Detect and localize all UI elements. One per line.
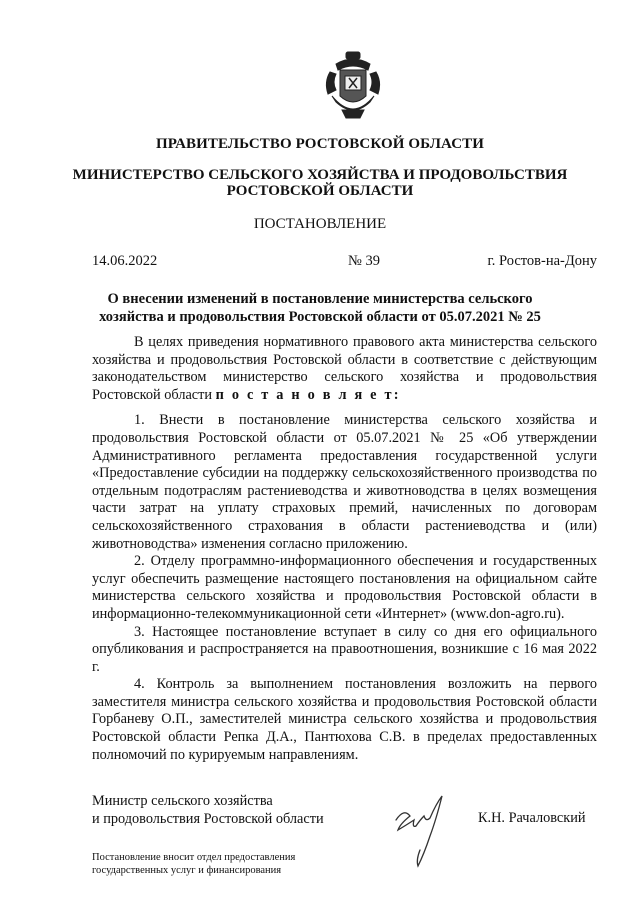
footnote-line1: Постановление вносит отдел предоставления: [92, 852, 296, 863]
item-3-paragraph: 3. Настоящее постановление вступает в силу со дня его официального опубликования и распространяется на правоотношения, возникшие с 16 мая 2022 г.: [92, 623, 597, 675]
preamble-paragraph: [92, 334, 597, 404]
footnote-line2: государственных услуг и финансирования: [92, 865, 282, 876]
document-number: № 39: [348, 253, 380, 269]
decree-word: п о с т а н о в л я е т:: [215, 386, 401, 403]
document-title-line2: хозяйства и продовольствия Ростовской области от 05.07.2021 № 25: [99, 309, 541, 325]
signatory-position: [92, 792, 324, 828]
document-city: г. Ростов-на-Дону: [487, 253, 597, 269]
item-4-paragraph: 4. Контроль за выполнением постановления возложить на первого заместителя министра сельского хозяйства и продовольствия Ростовской области Горбаневу О.П., заместителей министра сельского хозяйства и продовольствия Ростовской области Репка Д.А., Пантюхова С.В. в пределах предоставленных полномочий по курируемым направлениям.: [92, 676, 597, 763]
signatory-name: К.Н. Рачаловский: [478, 810, 586, 826]
item-2-paragraph: 2. Отделу программно-информационного обеспечения и государственных услуг обеспечить размещение настоящего постановления на официальном сайте министерства сельского хозяйства и продовольствия Ростовской области в информационно-телекоммуникационной сети «Интернет» (www.don-agro.ru).: [92, 553, 597, 622]
ministry-heading-line1: МИНИСТЕРСТВО СЕЛЬСКОГО ХОЗЯЙСТВА И ПРОДОВОЛЬСТВИЯ: [72, 167, 568, 183]
ministry-heading: [60, 167, 580, 199]
document-title-line1: О внесении изменений в постановление министерства сельского: [107, 291, 533, 307]
document-date: 14.06.2022: [92, 253, 158, 269]
signatory-position-line2: и продовольствия Ростовской области: [92, 811, 324, 827]
coat-of-arms-icon: [322, 50, 384, 120]
signatory-position-line1: Министр сельского хозяйства: [92, 793, 273, 809]
document-title: [60, 290, 580, 326]
item-1-paragraph: 1. Внести в постановление министерства сельского хозяйства и продовольствия Ростовской области от 05.07.2021 № 25 «Об утверждении Административного регламента предоставления государственной услуги «Предоставление субсидии на поддержку сельскохозяйственного производства по отдельным подотраслям растениеводства и животноводства в целях возмещения части затрат на уплату страховых премий, начисленных по договорам сельскохозяйственного страхования в области растениеводства и (или) животноводства» изменения согласно приложению.: [92, 412, 597, 552]
preamble-text: В целях приведения нормативного правового акта министерства сельского хозяйства и продовольствия Ростовской области в соответствие с действующим законодательством министерство сельского хозяйства и продовольствия Ростовской области: [92, 334, 597, 403]
footnote: [92, 851, 295, 877]
document-type: ПОСТАНОВЛЕНИЕ: [253, 216, 387, 232]
ministry-heading-line2: РОСТОВСКОЙ ОБЛАСТИ: [226, 183, 414, 199]
document-body: [92, 334, 597, 764]
government-heading: ПРАВИТЕЛЬСТВО РОСТОВСКОЙ ОБЛАСТИ: [155, 136, 485, 152]
handwritten-signature: [390, 790, 450, 870]
